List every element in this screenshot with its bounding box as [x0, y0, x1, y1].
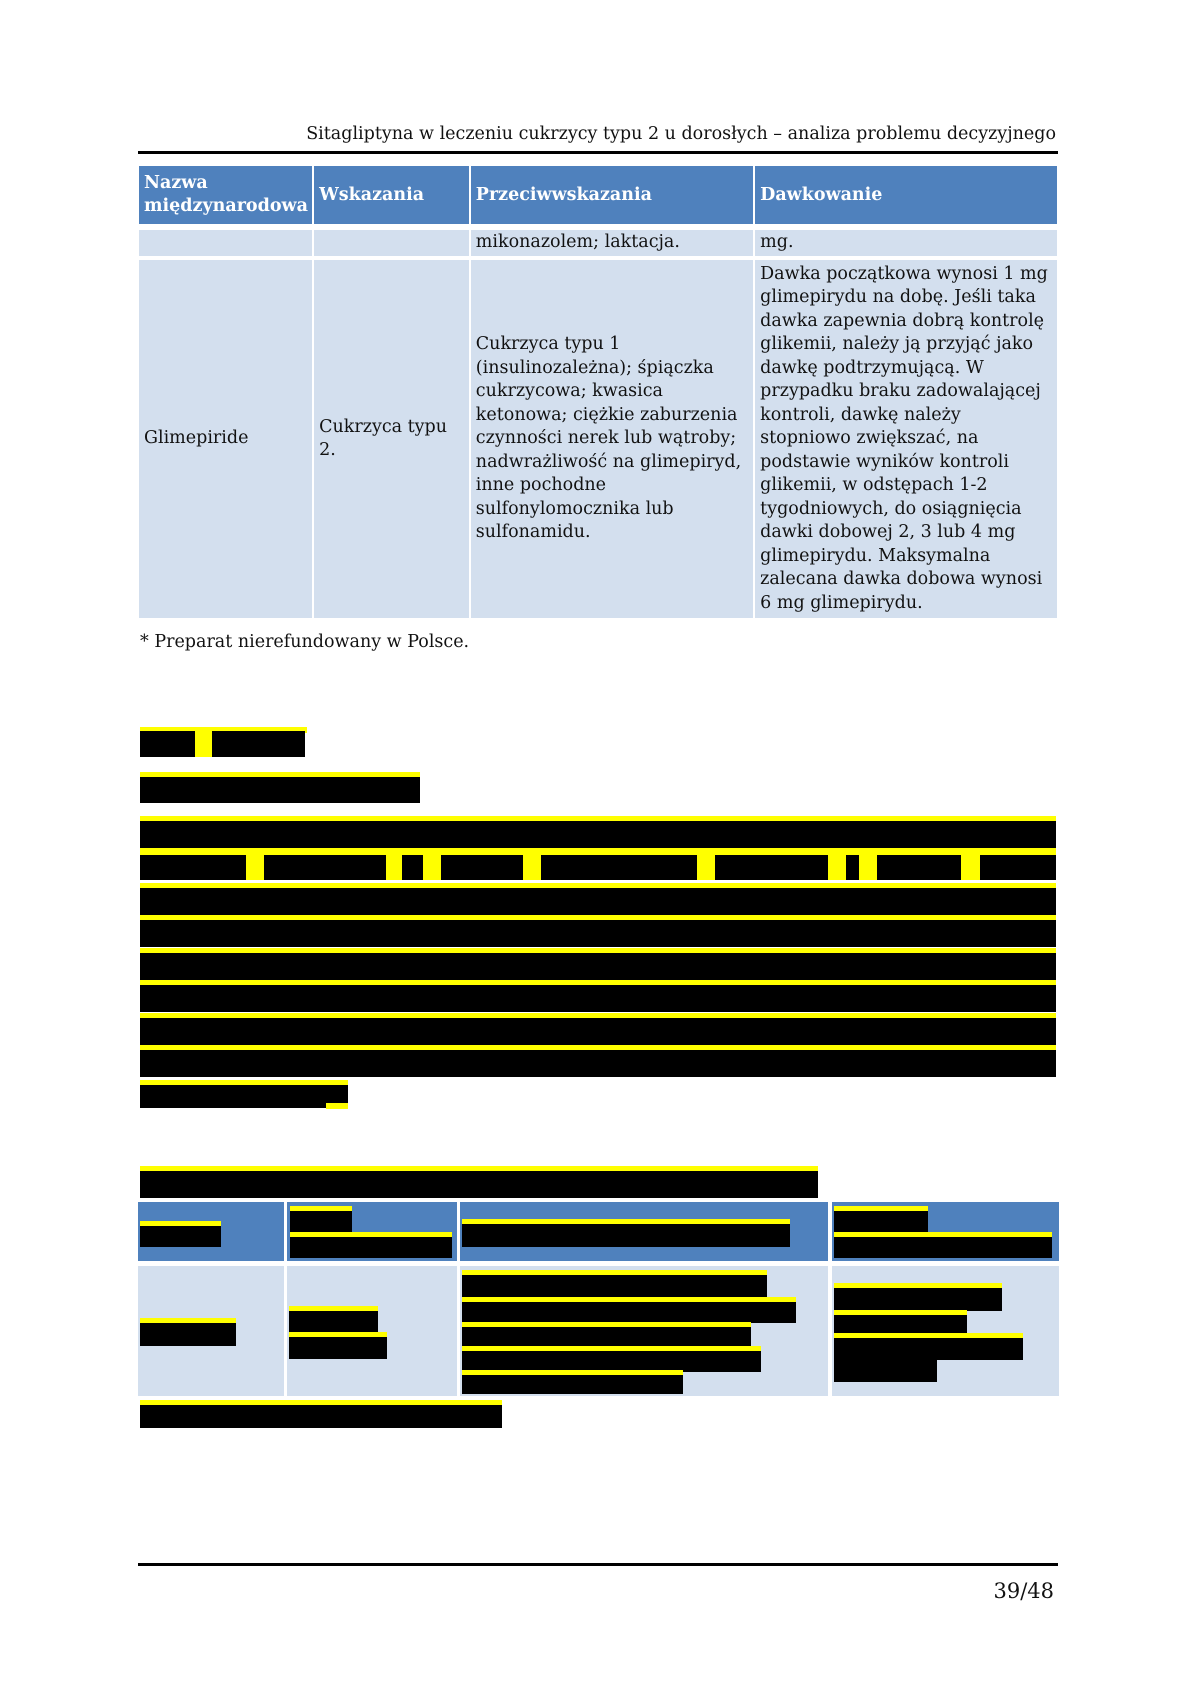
table-row [139, 230, 1057, 260]
redacted-text [834, 1283, 1002, 1311]
redacted-text [212, 731, 305, 757]
drug-table [137, 166, 1059, 622]
redacted-text [264, 855, 386, 880]
redacted-text [140, 980, 1056, 1012]
cell-name: Glimepiride [139, 260, 312, 622]
running-header-title: Sitagliptyna w leczeniu cukrzycy typu 2 u dorosłych – analiza problemu decyzyjnego [306, 124, 1056, 144]
redacted-text [441, 855, 523, 880]
redacted-text [541, 855, 697, 880]
redacted-text [140, 1166, 818, 1198]
redacted-text [140, 1400, 502, 1428]
redacted-text [140, 731, 195, 757]
redacted-text [834, 1206, 928, 1233]
redacted-text [462, 1346, 761, 1372]
page-number: 39/48 [993, 1579, 1054, 1603]
redacted-text [462, 1370, 683, 1394]
redacted-text [877, 855, 961, 880]
redacted-text [140, 1080, 348, 1108]
cell-indications: Cukrzyca typu 2. [314, 260, 469, 622]
redacted-text [715, 855, 828, 880]
footer-rule [138, 1563, 1058, 1566]
cell-name [139, 230, 312, 260]
redacted-text [289, 1332, 387, 1359]
cell-indications [314, 230, 469, 260]
redacted-text [462, 1297, 796, 1323]
redacted-text [462, 1270, 767, 1298]
redacted-text [140, 883, 1056, 915]
redacted-text [140, 816, 1056, 848]
redacted-text [402, 855, 423, 880]
redacted-text [980, 855, 1056, 880]
cell-contraindications: mikonazolem; laktacja. [471, 230, 753, 260]
redaction-highlight [195, 731, 212, 757]
redacted-text [834, 1358, 937, 1382]
redacted-text [140, 915, 1056, 947]
cell-contraindications: Cukrzyca typu 1 (insulinozależna); śpiączka cukrzycowa; kwasica ketonowa; ciężkie zaburzenia czynności nerek lub wątroby; nadwrażliwość na glimepiryd, inne pochodne sulfonylomocznika lub sulfonamidu. [471, 260, 753, 622]
table-footnote: * Preparat nierefundowany w Polsce. [140, 632, 470, 652]
redacted-text [140, 1221, 221, 1247]
col-header-name: Nazwa międzynarodowa [139, 166, 312, 230]
redacted-text [834, 1333, 1023, 1360]
redacted-text [462, 1322, 751, 1348]
cell-dosage: mg. [755, 230, 1057, 260]
redacted-text [462, 1219, 790, 1247]
redacted-text [846, 855, 859, 880]
table-header-row [139, 166, 1057, 230]
col-header-dosage: Dawkowanie [755, 166, 1057, 230]
col-header-indications: Wskazania [314, 166, 469, 230]
redacted-text [140, 855, 246, 880]
redacted-text [834, 1232, 1052, 1258]
redacted-text [140, 948, 1056, 980]
redacted-text [140, 1045, 1056, 1077]
header-rule [138, 151, 1058, 154]
redacted-text [290, 1232, 452, 1258]
table-row [139, 260, 1057, 622]
redacted-text [289, 1306, 378, 1333]
redacted-text [140, 1013, 1056, 1045]
redacted-text [290, 1206, 352, 1233]
cell-dosage: Dawka początkowa wynosi 1 mg glimepirydu na dobę. Jeśli taka dawka zapewnia dobrą kontrolę glikemii, należy ją przyjąć jako dawkę podtrzymującą. W przypadku braku zadowalającej kontroli, dawkę należy stopniowo zwiększać, na podstawie wyników kontroli glikemii, w odstępach 1-2 tygodniowych, do osiągnięcia dawki dobowej 2, 3 lub 4 mg glimepirydu. Maksymalna zalecana dawka dobowa wynosi 6 mg glimepirydu. [755, 260, 1057, 622]
redacted-text [140, 1318, 236, 1346]
redaction-highlight [326, 1103, 348, 1109]
redacted-text [140, 772, 420, 803]
col-header-contraindications: Przeciwwskazania [471, 166, 753, 230]
